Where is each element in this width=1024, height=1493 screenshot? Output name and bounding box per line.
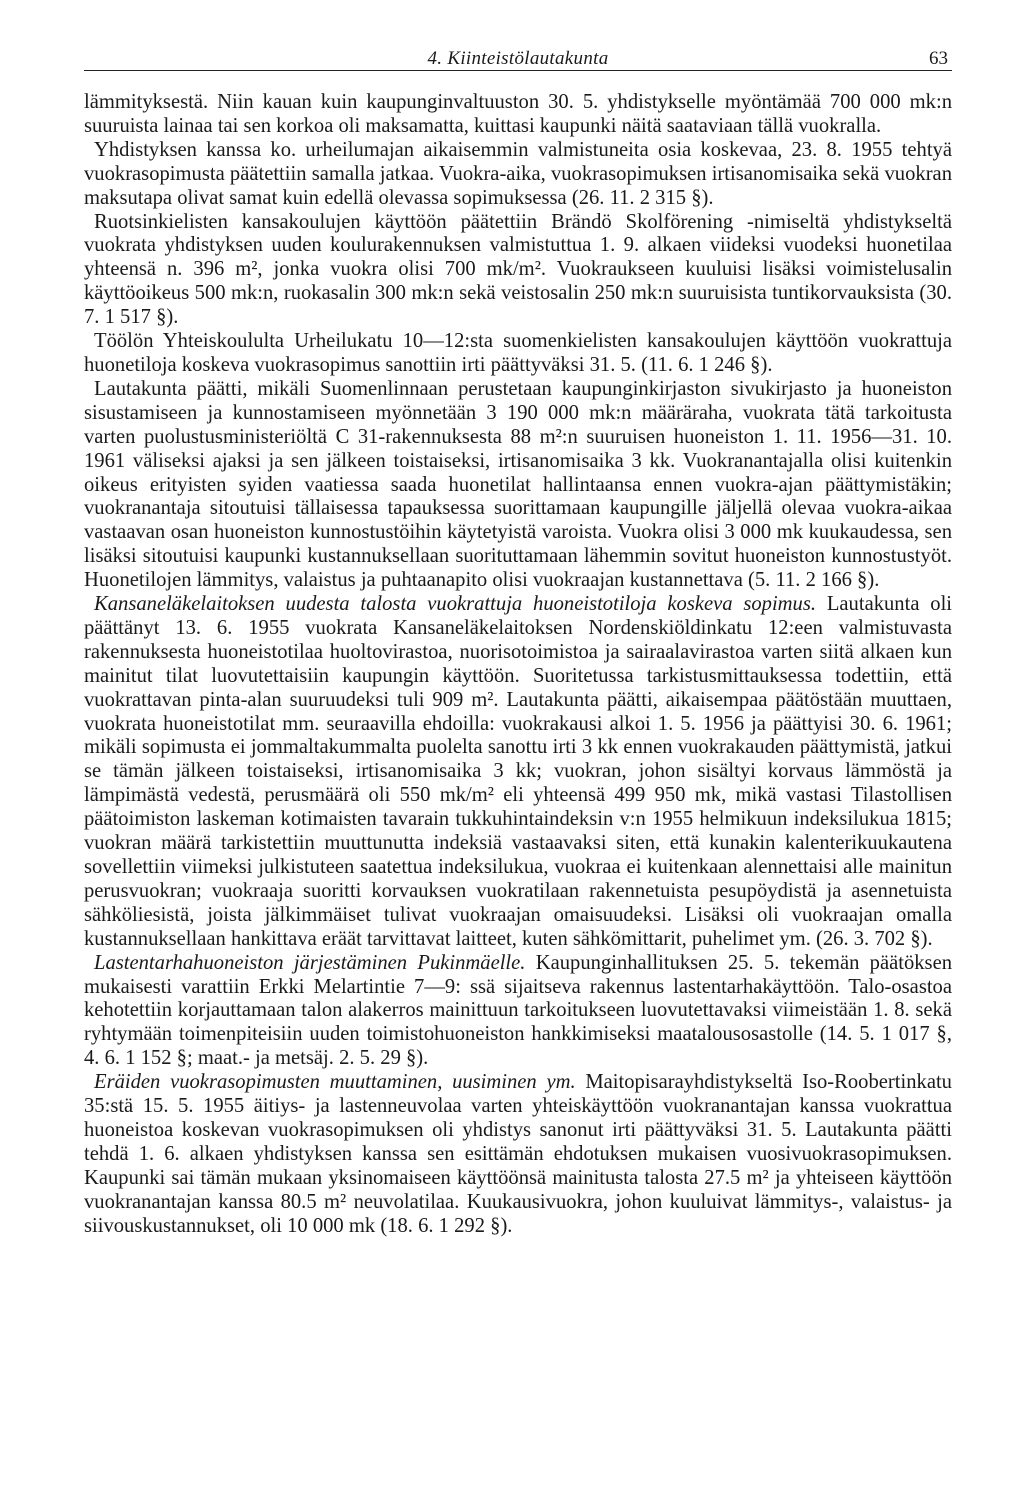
page-number: 63 [929, 48, 948, 69]
paragraph [84, 952, 952, 1072]
paragraph-text: lämmityksestä. Niin kauan kuin kaupunginvaltuuston 30. 5. yhdistykselle myöntämää 700 000 mk:n suuruista lainaa tai sen korkoa oli maksamatta, kuittasi kaupunki näitä saataviaan tällä vuokralla. [84, 91, 952, 137]
paragraph [84, 1071, 952, 1238]
paragraph [84, 593, 952, 952]
body-text [84, 91, 952, 1239]
paragraph-text: Ruotsinkielisten kansakoulujen käyttöön päätettiin Brändö Skolförening -nimiseltä yhdistykseltä vuokrata yhdistyksen uuden koulurakennuksen valmistuttua 1. 9. alkaen viideksi vuodeksi huonetilaa yhteensä n. 396 m², jonka vuokra olisi 700 mk/m². Vuokraukseen kuuluisi lisäksi voimistelusalin käyttöoikeus 500 mk:n, ruokasalin 300 mk:n sekä veistosalin 250 mk:n suuruisista tuntikorvauksista (30. 7. 1 517 §). [84, 210, 952, 329]
document-page [84, 42, 952, 1239]
paragraph [84, 139, 952, 211]
paragraph [84, 211, 952, 331]
paragraph-text: Lautakunta päätti, mikäli Suomenlinnaan perustetaan kaupunginkirjaston sivukirjasto ja huoneiston sisustamiseen ja kunnostamiseen myönnetään 3 190 000 mk:n määräraha, vuokrata tätä tarkoitusta varten puolustusministeriöltä C 31-rakennuksesta 88 m²:n suuruisen huoneiston 1. 11. 1956—31. 10. 1961 väliseksi ajaksi ja sen jälkeen toistaiseksi, irtisanomisaika 3 kk. Vuokranantajalla olisi kuitenkin oikeus erityisten syiden vaatiessa saada huonetilat hallintaansa ennen vuokra-ajan päättymistäkin; vuokranantaja sitoutuisi tällaisessa tapauksessa suorittamaan kaupungille jäljellä olevaa vuokra-aikaa vastaavan osan huoneiston kunnostustöihin käytetyistä varoista. Vuokra olisi 3 000 mk kuukaudessa, sen lisäksi sitoutuisi kaupunki kustannuksellaan suorituttamaan lähemmin sovitut huoneiston kunnostustyöt. Huonetilojen lämmitys, valaistus ja puhtaanapito olisi vuokraajan kustannettava (5. 11. 2 166 §). [84, 377, 952, 592]
paragraph [84, 378, 952, 593]
section-heading: Kansaneläkelaitoksen uudesta talosta vuokrattuja huoneistotiloja koskeva sopimus. [94, 593, 817, 616]
paragraph-text: Töölön Yhteiskoululta Urheilukatu 10—12:sta suomenkielisten kansakoulujen käyttöön vuokrattuja huonetiloja koskeva vuokrasopimus sanottiin irti päättyväksi 31. 5. (11. 6. 1 246 §). [84, 330, 952, 376]
paragraph [84, 330, 952, 378]
paragraph-text: Yhdistyksen kanssa ko. urheilumajan aikaisemmin valmistuneita osia koskevaa, 23. 8. 1955 tehtyä vuokrasopimusta päätettiin samalla jatkaa. Vuokra-aika, vuokrasopimuksen irtisanomisaika sekä vuokran maksutapa olivat samat kuin edellä olevassa sopimuksessa (26. 11. 2 315 §). [84, 138, 952, 209]
section-heading: Eräiden vuokrasopimusten muuttaminen, uusiminen ym. [94, 1071, 576, 1094]
paragraph-text: Kaupunginhallituksen 25. 5. tekemän päätöksen mukaisesti varattiin Erkki Melartintie 7—9: ssä sijaitseva rakennus lastentarhakäyttöön. Talo-osastoa kehotettiin korjauttamaan talon alakerros mainittuun tarkoitukseen luovutettavaksi viimeistään 1. 8. sekä ryhtymään toimenpiteisiin uuden toimistohuoneiston hankkimiseksi maatalousosastolle (14. 5. 1 017 §, 4. 6. 1 152 §; maat.- ja metsäj. 2. 5. 29 §). [84, 951, 953, 1070]
running-title: 4. Kiinteistölautakunta [427, 48, 609, 69]
paragraph [84, 91, 952, 139]
paragraph-text: Maitopisarayhdistykseltä Iso-Roobertinkatu 35:stä 15. 5. 1955 äitiys- ja lastenneuvolaa varten yhteiskäyttöön vuokranantajan kanssa vuokrattua huoneistoa koskevan vuokrasopimuksen oli yhdistys sanonut irti päättyväksi 31. 5. Lautakunta päätti tehdä 1. 6. alkaen yhdistyksen kanssa sen esittämän ehdotuksen mukaisen vuosivuokrasopimuksen. Kaupunki sai tämän mukaan yksinomaiseen käyttöönsä mainitusta talosta 27.5 m² ja yhteiseen käyttöön vuokranantajan kanssa 80.5 m² neuvolatilaa. Kuukausivuokra, johon kuuluivat lämmitys-, valaistus- ja siivouskustannukset, oli 10 000 mk (18. 6. 1 292 §). [84, 1071, 952, 1237]
page-header [84, 42, 952, 71]
section-heading: Lastentarhahuoneiston järjestäminen Pukinmäelle. [94, 951, 526, 974]
paragraph-text: Lautakunta oli päättänyt 13. 6. 1955 vuokrata Kansaneläkelaitoksen Nordenskiöldinkatu 12:een valmistuvasta rakennuksesta huoneistotilaa huoltovirastoa, nuorisotoimistoa ja sairaalavirastoa varten siitä alkaen kun mainitut tilat luovutettaisiin kaupungin käyttöön. Suoritetussa tarkistusmittauksessa todettiin, että vuokrattavan pinta-alan suuruudeksi tuli 909 m². Lautakunta päätti, aikaisempaa päätöstään muuttaen, vuokrata huoneistotilat mm. seuraavilla ehdoilla: vuokrakausi alkoi 1. 5. 1956 ja päättyisi 30. 6. 1961; mikäli sopimusta ei jommaltakummalta puolelta sanottu irti 3 kk ennen vuokrakauden päättymistä, jatkui se tämän jälkeen toistaiseksi, irtisanomisaika 3 kk; vuokran, johon sisältyi korvaus lämmöstä ja lämpimästä vedestä, perusmäärä oli 550 mk/m² eli yhteensä 499 950 mk, mikä vastasi Tilastollisen päätoimiston laskeman kotimaisten tavarain tukkuhintaindeksin v:n 1955 helmikuun indeksilukua 1815; vuokran määrä tarkistettiin muuttunutta indeksiä vastaavaksi siten, että kunakin kalenterikuukautena sovellettiin viimeksi julkistuteen saatettua indeksilukua, vuokraa ei kuitenkaan alennettaisi alle mainitun perusvuokran; vuokraaja suoritti korvauksen vuokratilaan rakennetuista pesupöydistä ja asennetuista sähköliesistä, joista jälkimmäiset tulivat vuokraajan omaisuudeksi. Lisäksi oli vuokraajan omalla kustannuksellaan hankittava eräät tarvittavat laitteet, kuten sähkömittarit, puhelimet ym. (26. 3. 702 §). [84, 593, 953, 950]
